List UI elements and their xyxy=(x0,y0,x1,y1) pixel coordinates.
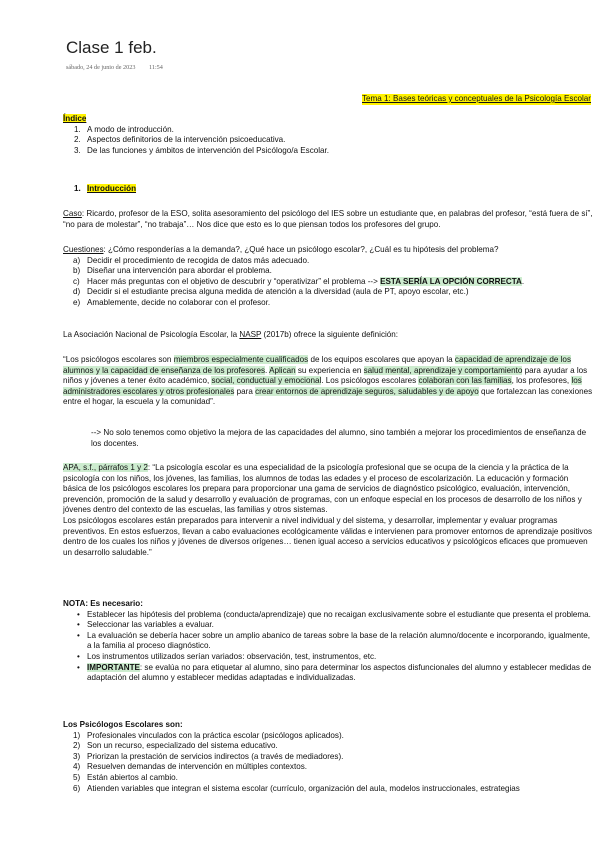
correct-option-highlight: ESTA SERÍA LA OPCIÓN CORRECTA xyxy=(380,276,522,286)
index-item: 2. Aspectos definitorios de la intervención psicoeducativa. xyxy=(74,135,286,145)
option-item: c) Hacer más preguntas con el objetivo de descubrir y “operativizar” el problema --> ESTA SERÍA LA OPCIÓN CORRECTA. xyxy=(73,276,525,286)
page-date: sábado, 24 de junio de 2023 xyxy=(66,64,136,71)
nota-item: • Establecer las hipótesis del problema (conducta/aprendizaje) que no recaigan exclusivamente sobre el estudiante que presenta el problema. xyxy=(77,609,591,619)
caso-label: Caso xyxy=(63,209,82,218)
psicologos-item: 1) Profesionales vinculados con la práctica escolar (psicólogos aplicados). xyxy=(73,730,344,740)
page-title: Clase 1 feb. xyxy=(66,38,157,57)
psicologos-heading: Los Psicólogos Escolares son: xyxy=(63,720,183,729)
intro-section-heading: 1. Introducción xyxy=(74,184,137,193)
cuestiones-label: Cuestiones xyxy=(63,245,104,254)
nota-item: • Seleccionar las variables a evaluar. xyxy=(77,620,214,630)
nota-list xyxy=(63,610,593,684)
nasp-paragraph: La Asociación Nacional de Psicología Escolar, la NASP (2017b) ofrece la siguiente definición: xyxy=(63,330,399,339)
psicologos-item: 6) Atienden variables que integran el sistema escolar (currículo, organización del aula, modelos instruccionales, estrategias xyxy=(73,783,520,793)
nota-item: • La evaluación se debería hacer sobre un amplio abanico de tareas sobre la base de la relación alumno/docente e incorporando, igualmente, a la familia al proceso diagnóstico. xyxy=(77,630,591,651)
psicologos-section xyxy=(63,720,593,794)
caso-text: : Ricardo, profesor de la ESO, solita asesoramiento del psicólogo del IES sobre un estudiante que, en palabras del profesor, “está fuera de sí”, “no para de molestar”, “no trabaja”… Nos dice que esto es lo que piensan todos los profesores del grupo. xyxy=(63,209,593,229)
caso-paragraph xyxy=(63,209,593,230)
index-item: 1. A modo de introducción. xyxy=(74,124,174,134)
index-heading: Índice xyxy=(63,114,87,123)
cuestiones-section xyxy=(63,245,593,309)
important-label: IMPORTANTE xyxy=(87,662,140,672)
nota-item: • Los instrumentos utilizados serían variados: observación, test, instrumentos, etc. xyxy=(77,651,377,661)
page-meta xyxy=(66,63,163,74)
psicologos-list xyxy=(63,731,593,795)
psicologos-item: 5) Están abiertos al cambio. xyxy=(73,772,178,782)
arrow-note: --> No solo tenemos como objetivo la mejora de las capacidades del alumno, sino también a mejorar los procedimientos de enseñanza de los docentes. xyxy=(91,428,587,448)
nasp-link: NASP xyxy=(239,330,262,339)
apa-quote: APA, s.f., párrafos 1 y 2: “La psicología escolar es una especialidad de la psicología profesional que se ocupa de la ciencia y la práctica de la psicología con los niños, los jóvenes, las familias, los alumnos de todas las edades y el proceso de escolarización. La educación y formación básica de los psicólogos escolares los prepara para proporcionar una gama de servicios de diagnóstico psicológico, evaluación, intervención, prevención, promoción de la salud y desarrollo y evaluación de programas, con un enfoque especial en los procesos de desarrollo de los niños y jóvenes dentro del contexto de las escuelas, las familias y otros sistemas. Los psicólogos escolares están preparados para intervenir a nivel individual y del sistema, y desarrollar, implementar y evaluar programas preventivos. En estos esfuerzos, llevan a cabo evaluaciones ecológicamente válidas e intervienen para promover entornos de aprendizaje positivos dentro de los cuales los niños y jóvenes de diversos orígenes… tienen igual acceso a servicios educativos y psicológicos eficaces que promueven un desarrollo saludable.” xyxy=(63,463,593,557)
index-section xyxy=(63,114,593,156)
cuestiones-text: : ¿Cómo responderías a la demanda?, ¿Qué hace un psicólogo escolar?, ¿Cuál es tu hipótesis del problema? xyxy=(103,245,499,254)
option-item: b) Diseñar una intervención para abordar el problema. xyxy=(73,266,272,276)
intro-heading: Introducción xyxy=(87,184,137,193)
nota-item: • IMPORTANTE: se evalúa no para etiquetar al alumno, sino para determinar los aspectos disfuncionales del alumno y establecer medidas de adaptación del alumno y establecer medidas adaptadas e individualizadas. xyxy=(77,662,592,683)
cuestiones-options xyxy=(63,256,593,309)
nasp-definition-quote: “Los psicólogos escolares son miembros especialmente cualificados de los equipos escolares que apoyan la capacidad de aprendizaje de los alumnos y la capacidad de enseñanza de los profesores. Aplican su experiencia en salud mental, aprendizaje y comportamiento para ayudar a los niños y jóvenes a tener éxito académico, social, conductual y emocional. Los psicólogos escolares colaboran con las familias, los profesores, los administradores escolares y otros profesionales para crear entornos de aprendizaje seguros, saludables y de apoyo que fortalezcan las conexiones entre el hogar, la escuela y la comunidad”. xyxy=(63,355,593,407)
index-list xyxy=(63,125,593,157)
option-item: d) Decidir si el estudiante precisa alguna medida de atención a la diversidad (aula de PT, apoyo escolar, etc.) xyxy=(73,287,469,297)
nota-section xyxy=(63,599,593,684)
option-item: e) Amablemente, decide no colaborar con el profesor. xyxy=(73,297,271,307)
apa-citation: APA, s.f., párrafos 1 y 2 xyxy=(63,463,148,472)
psicologos-item: 4) Resuelven demandas de intervención en múltiples contextos. xyxy=(73,762,308,772)
index-item: 3. De las funciones y ámbitos de intervención del Psicólogo/a Escolar. xyxy=(74,145,330,155)
psicologos-item: 2) Son un recurso, especializado del sistema educativo. xyxy=(73,741,278,751)
page-time: 11:54 xyxy=(148,64,163,71)
psicologos-item: 3) Priorizan la prestación de servicios indirectos (a través de mediadores). xyxy=(73,751,344,761)
nota-heading: NOTA: Es necesario: xyxy=(63,599,143,608)
option-item: a) Decidir el procedimiento de recogida de datos más adecuado. xyxy=(73,255,310,265)
topic-heading: Tema 1: Bases teóricas y conceptuales de la Psicología Escolar xyxy=(362,94,591,103)
